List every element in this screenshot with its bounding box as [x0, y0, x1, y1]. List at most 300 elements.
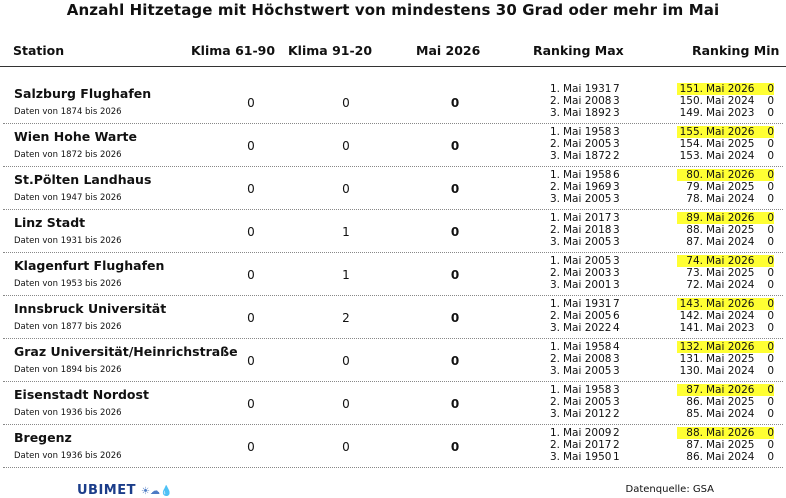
- table-row: [0, 124, 786, 167]
- header-station: Station: [13, 43, 65, 58]
- ranking-value: 0: [767, 255, 774, 267]
- ranking-date: Mai 2023: [706, 322, 755, 335]
- ranking-max-entry: [544, 224, 620, 236]
- ranking-max: [544, 298, 620, 335]
- ranking-position: 88.: [686, 224, 703, 237]
- ranking-value: 6: [613, 310, 620, 323]
- ranking-value: 3: [613, 236, 620, 249]
- ranking-min-entry: [677, 83, 774, 95]
- ranking-min: [677, 169, 774, 206]
- ranking-max-entry: [544, 408, 620, 420]
- ranking-date: Mai 2005: [563, 365, 612, 378]
- header-ranking-max: Ranking Max: [533, 43, 624, 58]
- ranking-min: [677, 126, 774, 163]
- ranking-value: 6: [613, 169, 620, 181]
- ranking-date: Mai 1958: [563, 384, 612, 396]
- klima-61-90-value: 0: [247, 311, 255, 325]
- ranking-value: 2: [613, 427, 620, 439]
- ranking-date: Mai 2005: [563, 236, 612, 249]
- ranking-min-entry: [677, 169, 774, 181]
- ranking-position: 149.: [679, 107, 703, 120]
- ranking-value: 4: [613, 341, 620, 353]
- ranking-max: [544, 212, 620, 249]
- ranking-value: 0: [767, 427, 774, 439]
- ranking-position: 1.: [549, 341, 560, 353]
- klima-91-20-value: 0: [342, 397, 350, 411]
- klima-61-90-value: 0: [247, 225, 255, 239]
- ranking-date: Mai 2003: [563, 267, 612, 280]
- klima-61-90-value: 0: [247, 440, 255, 454]
- ranking-value: 0: [767, 408, 774, 421]
- station-name: Klagenfurt Flughafen: [14, 258, 165, 273]
- ranking-value: 0: [767, 193, 774, 206]
- ranking-date: Mai 2025: [706, 353, 755, 366]
- ranking-position: 80.: [686, 169, 703, 181]
- ranking-max-entry: [544, 384, 620, 396]
- ranking-max-entry: [544, 267, 620, 279]
- ranking-date: Mai 2005: [563, 138, 612, 151]
- ranking-date: Mai 1872: [563, 150, 612, 163]
- ranking-date: Mai 1931: [563, 298, 612, 310]
- klima-91-20-value: 0: [342, 354, 350, 368]
- ranking-min: [677, 298, 774, 335]
- ranking-date: Mai 2009: [563, 427, 612, 439]
- ranking-position: 155.: [679, 126, 703, 138]
- ranking-date: Mai 2005: [563, 396, 612, 409]
- ranking-position: 1.: [549, 427, 560, 439]
- station-name: Linz Stadt: [14, 215, 86, 230]
- header-ranking-min: Ranking Min: [692, 43, 780, 58]
- ranking-date: Mai 2026: [706, 83, 755, 95]
- ranking-value: 0: [767, 126, 774, 138]
- header-mai-2026: Mai 2026: [416, 43, 481, 58]
- ranking-value: 3: [613, 193, 620, 206]
- ranking-position: 1.: [549, 169, 560, 181]
- ranking-max-entry: [544, 427, 620, 439]
- ranking-max-entry: [544, 322, 620, 334]
- station-name: Bregenz: [14, 430, 72, 445]
- ranking-value: 3: [613, 384, 620, 396]
- table-row: [0, 339, 786, 382]
- ranking-min: [677, 83, 774, 120]
- klima-91-20-value: 0: [342, 182, 350, 196]
- ranking-date: Mai 2026: [706, 427, 755, 439]
- ranking-min-entry: [677, 224, 774, 236]
- ranking-min-entry: [677, 396, 774, 408]
- header-klima-91-20: Klima 91-20: [288, 43, 373, 58]
- ranking-min-entry: [677, 255, 774, 267]
- ranking-max-entry: [544, 255, 620, 267]
- ranking-position: 2.: [549, 224, 560, 237]
- mai-2026-value: 0: [450, 182, 460, 196]
- mai-2026-value: 0: [450, 440, 460, 454]
- ranking-max-entry: [544, 138, 620, 150]
- ranking-min-entry: [677, 138, 774, 150]
- ranking-min-entry: [677, 341, 774, 353]
- ranking-position: 150.: [679, 95, 703, 108]
- data-source: Datenquelle: GSA: [625, 484, 714, 495]
- ranking-position: 1.: [549, 212, 560, 224]
- ranking-position: 2.: [549, 138, 560, 151]
- ranking-position: 74.: [686, 255, 703, 267]
- ranking-max-entry: [544, 439, 620, 451]
- station-name: Wien Hohe Warte: [14, 129, 137, 144]
- ranking-date: Mai 2026: [706, 341, 755, 353]
- ranking-position: 130.: [679, 365, 703, 378]
- ranking-value: 0: [767, 298, 774, 310]
- table-row: [0, 382, 786, 425]
- ranking-min-entry: [677, 107, 774, 119]
- ranking-min-entry: [677, 193, 774, 205]
- ranking-max: [544, 427, 620, 464]
- ranking-date: Mai 1958: [563, 341, 612, 353]
- ranking-position: 2.: [549, 95, 560, 108]
- ranking-position: 78.: [686, 193, 703, 206]
- ranking-value: 0: [767, 310, 774, 323]
- station-dates: Daten von 1877 bis 2026: [14, 322, 122, 332]
- ranking-date: Mai 2001: [563, 279, 612, 292]
- ranking-max-entry: [544, 353, 620, 365]
- ranking-position: 3.: [549, 150, 560, 163]
- header-divider: [0, 66, 786, 67]
- station-dates: Daten von 1953 bis 2026: [14, 279, 122, 289]
- ranking-max-entry: [544, 396, 620, 408]
- mai-2026-value: 0: [450, 397, 460, 411]
- ranking-value: 0: [767, 279, 774, 292]
- ranking-date: Mai 2026: [706, 212, 755, 224]
- ranking-date: Mai 1969: [563, 181, 612, 194]
- ranking-max-entry: [544, 83, 620, 95]
- ranking-value: 3: [613, 224, 620, 237]
- ranking-date: Mai 2017: [563, 212, 612, 224]
- ranking-position: 87.: [686, 384, 703, 396]
- klima-91-20-value: 0: [342, 440, 350, 454]
- ranking-date: Mai 2026: [706, 169, 755, 181]
- ranking-date: Mai 2026: [706, 255, 755, 267]
- ranking-value: 7: [613, 298, 620, 310]
- klima-91-20-value: 1: [342, 225, 350, 239]
- ranking-position: 86.: [686, 451, 703, 464]
- ranking-position: 131.: [679, 353, 703, 366]
- ranking-value: 0: [767, 451, 774, 464]
- logo-text: UBIMET: [77, 483, 136, 498]
- ranking-value: 1: [613, 451, 620, 464]
- page-title: Anzahl Hitzetage mit Höchstwert von mindestens 30 Grad oder mehr im Mai: [66, 1, 720, 19]
- ranking-date: Mai 2005: [563, 255, 612, 267]
- ranking-min-entry: [677, 322, 774, 334]
- ranking-min-entry: [677, 408, 774, 420]
- ranking-date: Mai 2026: [706, 384, 755, 396]
- ranking-value: 3: [613, 138, 620, 151]
- ranking-position: 87.: [686, 439, 703, 452]
- station-dates: Daten von 1872 bis 2026: [14, 150, 122, 160]
- ranking-position: 1.: [549, 255, 560, 267]
- mai-2026-value: 0: [450, 268, 460, 282]
- ranking-position: 3.: [549, 107, 560, 120]
- mai-2026-value: 0: [450, 354, 460, 368]
- ranking-min-entry: [677, 150, 774, 162]
- ranking-value: 3: [613, 107, 620, 120]
- ranking-value: 2: [613, 150, 620, 163]
- table-row: [0, 253, 786, 296]
- ranking-position: 2.: [549, 396, 560, 409]
- klima-61-90-value: 0: [247, 96, 255, 110]
- station-table: [0, 81, 786, 468]
- ranking-position: 86.: [686, 396, 703, 409]
- klima-91-20-value: 0: [342, 96, 350, 110]
- ranking-date: Mai 2024: [706, 95, 755, 108]
- ranking-position: 73.: [686, 267, 703, 280]
- ranking-min-entry: [677, 427, 774, 439]
- ranking-value: 3: [613, 181, 620, 194]
- ranking-date: Mai 2025: [706, 224, 755, 237]
- ranking-date: Mai 2018: [563, 224, 612, 237]
- ranking-date: Mai 2025: [706, 181, 755, 194]
- ranking-max-entry: [544, 150, 620, 162]
- mai-2026-value: 0: [450, 139, 460, 153]
- ranking-position: 2.: [549, 439, 560, 452]
- ranking-max-entry: [544, 212, 620, 224]
- ranking-min-entry: [677, 181, 774, 193]
- ranking-date: Mai 2023: [706, 107, 755, 120]
- ranking-position: 3.: [549, 279, 560, 292]
- ranking-date: Mai 2017: [563, 439, 612, 452]
- ranking-value: 3: [613, 365, 620, 378]
- ranking-date: Mai 2005: [563, 310, 612, 323]
- ranking-position: 85.: [686, 408, 703, 421]
- ranking-position: 143.: [679, 298, 703, 310]
- ranking-min-entry: [677, 439, 774, 451]
- ranking-max-entry: [544, 451, 620, 463]
- ranking-value: 0: [767, 224, 774, 237]
- ranking-min: [677, 341, 774, 378]
- ranking-value: 0: [767, 341, 774, 353]
- ranking-value: 0: [767, 236, 774, 249]
- table-row: [0, 210, 786, 253]
- mai-2026-value: 0: [450, 225, 460, 239]
- ranking-value: 4: [613, 322, 620, 335]
- ranking-position: 3.: [549, 365, 560, 378]
- station-name: Eisenstadt Nordost: [14, 387, 149, 402]
- ranking-min-entry: [677, 279, 774, 291]
- ranking-date: Mai 2024: [706, 451, 755, 464]
- ranking-value: 7: [613, 83, 620, 95]
- ranking-date: Mai 1892: [563, 107, 612, 120]
- ranking-date: Mai 2024: [706, 193, 755, 206]
- table-row: [0, 167, 786, 210]
- ranking-min-entry: [677, 365, 774, 377]
- ranking-max: [544, 126, 620, 163]
- ranking-date: Mai 2024: [706, 279, 755, 292]
- ranking-date: Mai 2008: [563, 95, 612, 108]
- ranking-position: 89.: [686, 212, 703, 224]
- ranking-min-entry: [677, 267, 774, 279]
- ranking-value: 0: [767, 439, 774, 452]
- klima-91-20-value: 1: [342, 268, 350, 282]
- station-name: St.Pölten Landhaus: [14, 172, 152, 187]
- ranking-min-entry: [677, 310, 774, 322]
- ranking-max: [544, 83, 620, 120]
- station-dates: Daten von 1894 bis 2026: [14, 365, 122, 375]
- ranking-min-entry: [677, 353, 774, 365]
- ranking-value: 2: [613, 439, 620, 452]
- weather-icons: ☀☁💧: [141, 486, 173, 497]
- ranking-value: 0: [767, 384, 774, 396]
- ranking-value: 0: [767, 107, 774, 120]
- ranking-value: 0: [767, 212, 774, 224]
- ranking-date: Mai 2024: [706, 365, 755, 378]
- ranking-date: Mai 2025: [706, 267, 755, 280]
- ranking-value: 0: [767, 353, 774, 366]
- ranking-position: 151.: [679, 83, 703, 95]
- ranking-position: 3.: [549, 408, 560, 421]
- ranking-position: 2.: [549, 181, 560, 194]
- station-dates: Daten von 1936 bis 2026: [14, 408, 122, 418]
- ranking-position: 132.: [679, 341, 703, 353]
- table-row: [0, 425, 786, 468]
- ranking-value: 0: [767, 169, 774, 181]
- ranking-value: 0: [767, 95, 774, 108]
- ranking-date: Mai 2012: [563, 408, 612, 421]
- ranking-min-entry: [677, 384, 774, 396]
- ranking-date: Mai 2026: [706, 126, 755, 138]
- ranking-max-entry: [544, 169, 620, 181]
- klima-61-90-value: 0: [247, 182, 255, 196]
- ranking-value: 0: [767, 138, 774, 151]
- ranking-position: 1.: [549, 384, 560, 396]
- ranking-date: Mai 2008: [563, 353, 612, 366]
- ranking-value: 3: [613, 255, 620, 267]
- header-klima-61-90: Klima 61-90: [191, 43, 276, 58]
- ranking-value: 0: [767, 181, 774, 194]
- ranking-date: Mai 2026: [706, 298, 755, 310]
- ranking-position: 3.: [549, 193, 560, 206]
- klima-61-90-value: 0: [247, 397, 255, 411]
- ranking-value: 2: [613, 408, 620, 421]
- ranking-max-entry: [544, 126, 620, 138]
- ranking-value: 3: [613, 126, 620, 138]
- mai-2026-value: 0: [450, 311, 460, 325]
- ranking-min-entry: [677, 95, 774, 107]
- ranking-value: 3: [613, 95, 620, 108]
- ranking-position: 141.: [679, 322, 703, 335]
- table-row: [0, 296, 786, 339]
- klima-61-90-value: 0: [247, 268, 255, 282]
- station-dates: Daten von 1874 bis 2026: [14, 107, 122, 117]
- ranking-max-entry: [544, 95, 620, 107]
- ranking-date: Mai 2022: [563, 322, 612, 335]
- klima-91-20-value: 0: [342, 139, 350, 153]
- ranking-min-entry: [677, 236, 774, 248]
- ranking-max-entry: [544, 310, 620, 322]
- ranking-position: 2.: [549, 310, 560, 323]
- ranking-position: 142.: [679, 310, 703, 323]
- station-name: Salzburg Flughafen: [14, 86, 152, 101]
- ranking-min: [677, 212, 774, 249]
- ranking-value: 0: [767, 83, 774, 95]
- ranking-position: 153.: [679, 150, 703, 163]
- ranking-date: Mai 1958: [563, 169, 612, 181]
- klima-61-90-value: 0: [247, 354, 255, 368]
- ranking-position: 154.: [679, 138, 703, 151]
- ranking-date: Mai 2025: [706, 138, 755, 151]
- ranking-date: Mai 2024: [706, 150, 755, 163]
- ranking-min: [677, 384, 774, 421]
- ranking-min-entry: [677, 451, 774, 463]
- ranking-value: 0: [767, 150, 774, 163]
- ranking-min: [677, 255, 774, 292]
- station-name: Graz Universität/Heinrichstraße: [14, 344, 238, 359]
- ranking-max-entry: [544, 236, 620, 248]
- ranking-date: Mai 2024: [706, 408, 755, 421]
- ranking-position: 1.: [549, 126, 560, 138]
- ranking-max: [544, 255, 620, 292]
- ranking-value: 0: [767, 322, 774, 335]
- ranking-date: Mai 2005: [563, 193, 612, 206]
- ranking-value: 0: [767, 267, 774, 280]
- ranking-position: 2.: [549, 267, 560, 280]
- ranking-date: Mai 2025: [706, 439, 755, 452]
- ranking-date: Mai 1958: [563, 126, 612, 138]
- ranking-position: 3.: [549, 451, 560, 464]
- ranking-position: 1.: [549, 83, 560, 95]
- ranking-value: 3: [613, 212, 620, 224]
- ranking-value: 3: [613, 353, 620, 366]
- ranking-max: [544, 384, 620, 421]
- station-dates: Daten von 1947 bis 2026: [14, 193, 122, 203]
- ranking-max: [544, 341, 620, 378]
- ranking-date: Mai 2024: [706, 236, 755, 249]
- ranking-max-entry: [544, 298, 620, 310]
- ranking-max-entry: [544, 107, 620, 119]
- station-dates: Daten von 1931 bis 2026: [14, 236, 122, 246]
- ranking-value: 3: [613, 279, 620, 292]
- ranking-position: 79.: [686, 181, 703, 194]
- ranking-max-entry: [544, 193, 620, 205]
- ranking-position: 3.: [549, 322, 560, 335]
- table-row: [0, 81, 786, 124]
- ranking-min-entry: [677, 298, 774, 310]
- ranking-max-entry: [544, 365, 620, 377]
- ranking-value: 0: [767, 396, 774, 409]
- ranking-value: 0: [767, 365, 774, 378]
- ranking-min-entry: [677, 212, 774, 224]
- station-dates: Daten von 1936 bis 2026: [14, 451, 122, 461]
- ranking-position: 72.: [686, 279, 703, 292]
- ranking-position: 2.: [549, 353, 560, 366]
- mai-2026-value: 0: [450, 96, 460, 110]
- ranking-date: Mai 1950: [563, 451, 612, 464]
- ranking-date: Mai 2024: [706, 310, 755, 323]
- station-name: Innsbruck Universität: [14, 301, 167, 316]
- ranking-max-entry: [544, 181, 620, 193]
- ranking-min: [677, 427, 774, 464]
- ranking-position: 3.: [549, 236, 560, 249]
- ranking-value: 3: [613, 396, 620, 409]
- ranking-max: [544, 169, 620, 206]
- ranking-date: Mai 2025: [706, 396, 755, 409]
- klima-91-20-value: 2: [342, 311, 350, 325]
- row-divider: [3, 467, 783, 468]
- ubimet-logo: [77, 483, 172, 498]
- ranking-max-entry: [544, 341, 620, 353]
- klima-61-90-value: 0: [247, 139, 255, 153]
- ranking-position: 87.: [686, 236, 703, 249]
- ranking-position: 88.: [686, 427, 703, 439]
- ranking-position: 1.: [549, 298, 560, 310]
- ranking-min-entry: [677, 126, 774, 138]
- ranking-value: 3: [613, 267, 620, 280]
